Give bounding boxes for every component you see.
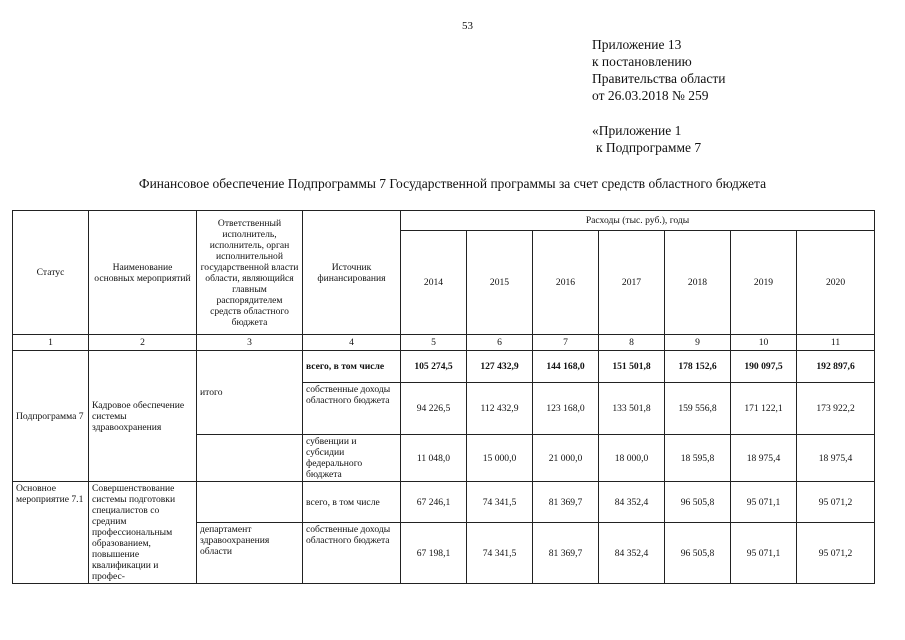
value-cell: 190 097,5 bbox=[731, 351, 797, 383]
value-cell: 127 432,9 bbox=[467, 351, 533, 383]
column-number: 10 bbox=[731, 335, 797, 351]
value-cell: 18 595,8 bbox=[665, 435, 731, 482]
appendix-header bbox=[592, 36, 725, 104]
column-number: 7 bbox=[533, 335, 599, 351]
header-source: Источник финансирования bbox=[303, 211, 401, 335]
year-header: 2020 bbox=[797, 231, 875, 335]
value-cell: 81 369,7 bbox=[533, 523, 599, 584]
name-cell: Кадровое обеспечение системы здравоохранения bbox=[89, 351, 197, 482]
table-row bbox=[13, 482, 875, 523]
source-cell: собственные доходы областного бюджета bbox=[303, 383, 401, 435]
value-cell: 18 975,4 bbox=[731, 435, 797, 482]
value-cell: 15 000,0 bbox=[467, 435, 533, 482]
column-number: 6 bbox=[467, 335, 533, 351]
year-header: 2018 bbox=[665, 231, 731, 335]
financing-table bbox=[12, 210, 875, 584]
column-number: 9 bbox=[665, 335, 731, 351]
value-cell: 67 246,1 bbox=[401, 482, 467, 523]
value-cell: 74 341,5 bbox=[467, 482, 533, 523]
value-cell: 81 369,7 bbox=[533, 482, 599, 523]
appendix-sub-line-1: «Приложение 1 bbox=[592, 123, 682, 138]
value-cell: 95 071,2 bbox=[797, 482, 875, 523]
name-cell: Совершенствование системы подготовки специалистов со средним профессиональным образованием, повышение квалификации и профес- bbox=[89, 482, 197, 584]
appendix-line-4: от 26.03.2018 № 259 bbox=[592, 88, 709, 103]
appendix-line-1: Приложение 13 bbox=[592, 37, 682, 52]
appendix-line-3: Правительства области bbox=[592, 71, 726, 86]
header-row-1 bbox=[13, 211, 875, 231]
value-cell: 171 122,1 bbox=[731, 383, 797, 435]
value-cell: 74 341,5 bbox=[467, 523, 533, 584]
source-cell: собственные доходы областного бюджета bbox=[303, 523, 401, 584]
value-cell: 144 168,0 bbox=[533, 351, 599, 383]
header-status: Статус bbox=[13, 211, 89, 335]
value-cell: 21 000,0 bbox=[533, 435, 599, 482]
value-cell: 67 198,1 bbox=[401, 523, 467, 584]
value-cell: 84 352,4 bbox=[599, 482, 665, 523]
column-number: 1 bbox=[13, 335, 89, 351]
value-cell: 192 897,6 bbox=[797, 351, 875, 383]
value-cell: 18 000,0 bbox=[599, 435, 665, 482]
value-cell: 18 975,4 bbox=[797, 435, 875, 482]
header-expenses: Расходы (тыс. руб.), годы bbox=[401, 211, 875, 231]
responsible-cell: итого bbox=[197, 351, 303, 435]
status-cell: Основное мероприятие 7.1 bbox=[13, 482, 89, 584]
year-header: 2014 bbox=[401, 231, 467, 335]
column-number: 11 bbox=[797, 335, 875, 351]
column-number-row bbox=[13, 335, 875, 351]
value-cell: 112 432,9 bbox=[467, 383, 533, 435]
table-row bbox=[13, 351, 875, 383]
value-cell: 178 152,6 bbox=[665, 351, 731, 383]
empty-cell bbox=[197, 482, 303, 523]
empty-cell bbox=[197, 435, 303, 482]
value-cell: 95 071,1 bbox=[731, 523, 797, 584]
column-number: 8 bbox=[599, 335, 665, 351]
value-cell: 151 501,8 bbox=[599, 351, 665, 383]
value-cell: 96 505,8 bbox=[665, 523, 731, 584]
value-cell: 11 048,0 bbox=[401, 435, 467, 482]
value-cell: 133 501,8 bbox=[599, 383, 665, 435]
header-name: Наименование основных мероприятий bbox=[89, 211, 197, 335]
value-cell: 96 505,8 bbox=[665, 482, 731, 523]
source-cell: всего, в том числе bbox=[303, 351, 401, 383]
status-cell: Подпрограмма 7 bbox=[13, 351, 89, 482]
source-cell: субвенции и субсидии федерального бюджета bbox=[303, 435, 401, 482]
column-number: 2 bbox=[89, 335, 197, 351]
page-number: 53 bbox=[462, 20, 473, 32]
year-header: 2019 bbox=[731, 231, 797, 335]
value-cell: 173 922,2 bbox=[797, 383, 875, 435]
value-cell: 95 071,1 bbox=[731, 482, 797, 523]
appendix-line-2: к постановлению bbox=[592, 54, 692, 69]
value-cell: 94 226,5 bbox=[401, 383, 467, 435]
value-cell: 159 556,8 bbox=[665, 383, 731, 435]
value-cell: 105 274,5 bbox=[401, 351, 467, 383]
header-responsible: Ответственный исполнитель, исполнитель, орган исполнительной государственной власти области, являющийся главным распорядителем средств областного бюджета bbox=[197, 211, 303, 335]
year-header: 2016 bbox=[533, 231, 599, 335]
column-number: 5 bbox=[401, 335, 467, 351]
value-cell: 123 168,0 bbox=[533, 383, 599, 435]
value-cell: 84 352,4 bbox=[599, 523, 665, 584]
appendix-sub-header bbox=[592, 122, 701, 156]
appendix-sub-line-2: к Подпрограмме 7 bbox=[596, 140, 702, 155]
year-header: 2015 bbox=[467, 231, 533, 335]
column-number: 3 bbox=[197, 335, 303, 351]
responsible-cell: департамент здравоохранения области bbox=[197, 523, 303, 584]
source-cell: всего, в том числе bbox=[303, 482, 401, 523]
column-number: 4 bbox=[303, 335, 401, 351]
document-title: Финансовое обеспечение Подпрограммы 7 Государственной программы за счет средств областного бюджета bbox=[138, 176, 767, 191]
year-header: 2017 bbox=[599, 231, 665, 335]
value-cell: 95 071,2 bbox=[797, 523, 875, 584]
